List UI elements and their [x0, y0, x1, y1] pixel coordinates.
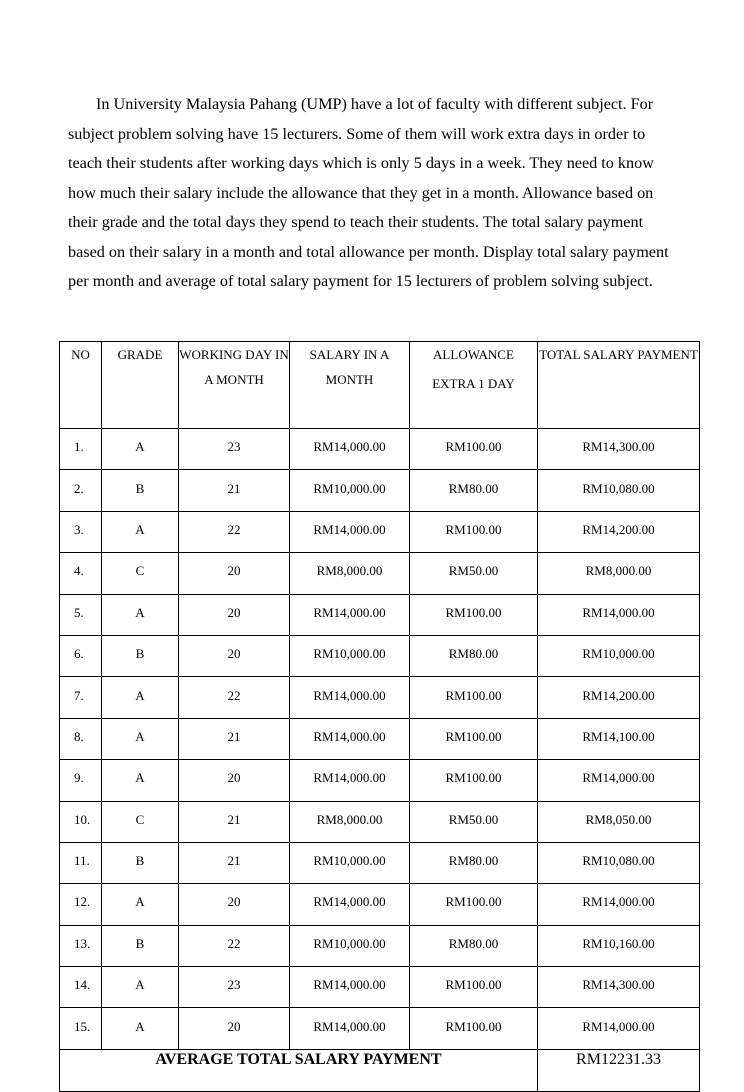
cell-total: RM10,160.00 [538, 925, 700, 966]
cell-total: RM14,000.00 [538, 884, 700, 925]
cell-no: 7. [60, 677, 102, 718]
average-value: RM12231.33 [538, 1049, 700, 1091]
cell-no: 9. [60, 760, 102, 801]
cell-working-days: 20 [179, 884, 290, 925]
table-body [60, 429, 700, 1050]
cell-salary: RM14,000.00 [290, 884, 410, 925]
cell-grade: A [102, 511, 179, 552]
cell-working-days: 21 [179, 470, 290, 511]
cell-no: 5. [60, 594, 102, 635]
cell-salary: RM14,000.00 [290, 429, 410, 470]
cell-working-days: 20 [179, 1008, 290, 1049]
cell-working-days: 22 [179, 925, 290, 966]
cell-no: 15. [60, 1008, 102, 1049]
cell-grade: A [102, 760, 179, 801]
cell-working-days: 20 [179, 635, 290, 676]
cell-working-days: 23 [179, 429, 290, 470]
cell-allowance: RM100.00 [410, 429, 538, 470]
cell-allowance: RM100.00 [410, 594, 538, 635]
table-row [60, 1008, 700, 1049]
cell-grade: A [102, 967, 179, 1008]
cell-working-days: 20 [179, 760, 290, 801]
header-allowance [410, 342, 538, 429]
cell-allowance: RM100.00 [410, 718, 538, 759]
cell-working-days: 21 [179, 842, 290, 883]
table-row [60, 594, 700, 635]
header-allowance-line2: EXTRA 1 DAY [432, 375, 515, 391]
cell-total: RM14,200.00 [538, 677, 700, 718]
cell-grade: B [102, 842, 179, 883]
table-row [60, 677, 700, 718]
cell-allowance: RM100.00 [410, 760, 538, 801]
cell-allowance: RM100.00 [410, 511, 538, 552]
table-row [60, 842, 700, 883]
cell-working-days: 20 [179, 594, 290, 635]
cell-total: RM14,000.00 [538, 760, 700, 801]
cell-working-days: 21 [179, 801, 290, 842]
cell-allowance: RM80.00 [410, 925, 538, 966]
table-row [60, 967, 700, 1008]
cell-allowance: RM50.00 [410, 801, 538, 842]
cell-total: RM10,000.00 [538, 635, 700, 676]
cell-working-days: 22 [179, 511, 290, 552]
cell-grade: C [102, 553, 179, 594]
cell-grade: A [102, 429, 179, 470]
header-salary: SALARY IN A MONTH [290, 342, 410, 429]
cell-salary: RM10,000.00 [290, 470, 410, 511]
cell-allowance: RM80.00 [410, 842, 538, 883]
cell-allowance: RM80.00 [410, 635, 538, 676]
salary-table [59, 341, 700, 1092]
cell-no: 10. [60, 801, 102, 842]
cell-no: 11. [60, 842, 102, 883]
cell-grade: A [102, 677, 179, 718]
cell-total: RM14,000.00 [538, 1008, 700, 1049]
cell-no: 1. [60, 429, 102, 470]
cell-no: 3. [60, 511, 102, 552]
table-row [60, 635, 700, 676]
cell-allowance: RM50.00 [410, 553, 538, 594]
table-row [60, 925, 700, 966]
cell-allowance: RM100.00 [410, 677, 538, 718]
cell-salary: RM8,000.00 [290, 801, 410, 842]
cell-salary: RM10,000.00 [290, 925, 410, 966]
cell-salary: RM14,000.00 [290, 718, 410, 759]
cell-total: RM14,300.00 [538, 429, 700, 470]
table-row [60, 718, 700, 759]
cell-no: 4. [60, 553, 102, 594]
table-row [60, 801, 700, 842]
cell-no: 13. [60, 925, 102, 966]
cell-salary: RM14,000.00 [290, 760, 410, 801]
cell-total: RM14,200.00 [538, 511, 700, 552]
cell-grade: B [102, 470, 179, 511]
cell-grade: A [102, 884, 179, 925]
cell-grade: C [102, 801, 179, 842]
cell-salary: RM8,000.00 [290, 553, 410, 594]
cell-grade: A [102, 594, 179, 635]
cell-salary: RM10,000.00 [290, 842, 410, 883]
cell-working-days: 23 [179, 967, 290, 1008]
cell-allowance: RM100.00 [410, 1008, 538, 1049]
header-total: TOTAL SALARY PAYMENT [538, 342, 700, 429]
cell-salary: RM14,000.00 [290, 594, 410, 635]
cell-salary: RM10,000.00 [290, 635, 410, 676]
cell-salary: RM14,000.00 [290, 511, 410, 552]
cell-allowance: RM100.00 [410, 967, 538, 1008]
cell-grade: A [102, 1008, 179, 1049]
cell-allowance: RM100.00 [410, 884, 538, 925]
average-row [60, 1049, 700, 1091]
header-working-days: WORKING DAY IN A MONTH [179, 342, 290, 429]
cell-salary: RM14,000.00 [290, 967, 410, 1008]
cell-total: RM14,300.00 [538, 967, 700, 1008]
cell-total: RM8,050.00 [538, 801, 700, 842]
cell-total: RM10,080.00 [538, 842, 700, 883]
table-row [60, 470, 700, 511]
cell-total: RM14,100.00 [538, 718, 700, 759]
cell-working-days: 21 [179, 718, 290, 759]
cell-no: 6. [60, 635, 102, 676]
cell-grade: A [102, 718, 179, 759]
table-row [60, 511, 700, 552]
cell-salary: RM14,000.00 [290, 1008, 410, 1049]
table-header-row [60, 342, 700, 429]
cell-no: 8. [60, 718, 102, 759]
header-no: NO [60, 342, 102, 429]
cell-allowance: RM80.00 [410, 470, 538, 511]
cell-total: RM14,000.00 [538, 594, 700, 635]
table-row [60, 884, 700, 925]
average-label: AVERAGE TOTAL SALARY PAYMENT [60, 1049, 538, 1091]
table-row [60, 553, 700, 594]
cell-no: 14. [60, 967, 102, 1008]
cell-grade: B [102, 925, 179, 966]
table-row [60, 429, 700, 470]
cell-no: 12. [60, 884, 102, 925]
cell-grade: B [102, 635, 179, 676]
cell-salary: RM14,000.00 [290, 677, 410, 718]
cell-working-days: 22 [179, 677, 290, 718]
cell-total: RM10,080.00 [538, 470, 700, 511]
table-row [60, 760, 700, 801]
intro-paragraph: In University Malaysia Pahang (UMP) have a lot of faculty with different subject. For subject problem solving have 15 lecturers. Some of them will work extra days in order to teach their students after working days which is only 5 days in a week. They need to know how much their salary include the allowance that they get in a month. Allowance based on their grade and the total days they spend to teach their students. The total salary payment based on their salary in a month and total allowance per month. Display total salary payment per month and average of total salary payment for 15 lecturers of problem solving subject. [68, 95, 669, 290]
cell-no: 2. [60, 470, 102, 511]
cell-total: RM8,000.00 [538, 553, 700, 594]
header-allowance-line1: ALLOWANCE [433, 347, 514, 362]
header-grade: GRADE [102, 342, 179, 429]
cell-working-days: 20 [179, 553, 290, 594]
